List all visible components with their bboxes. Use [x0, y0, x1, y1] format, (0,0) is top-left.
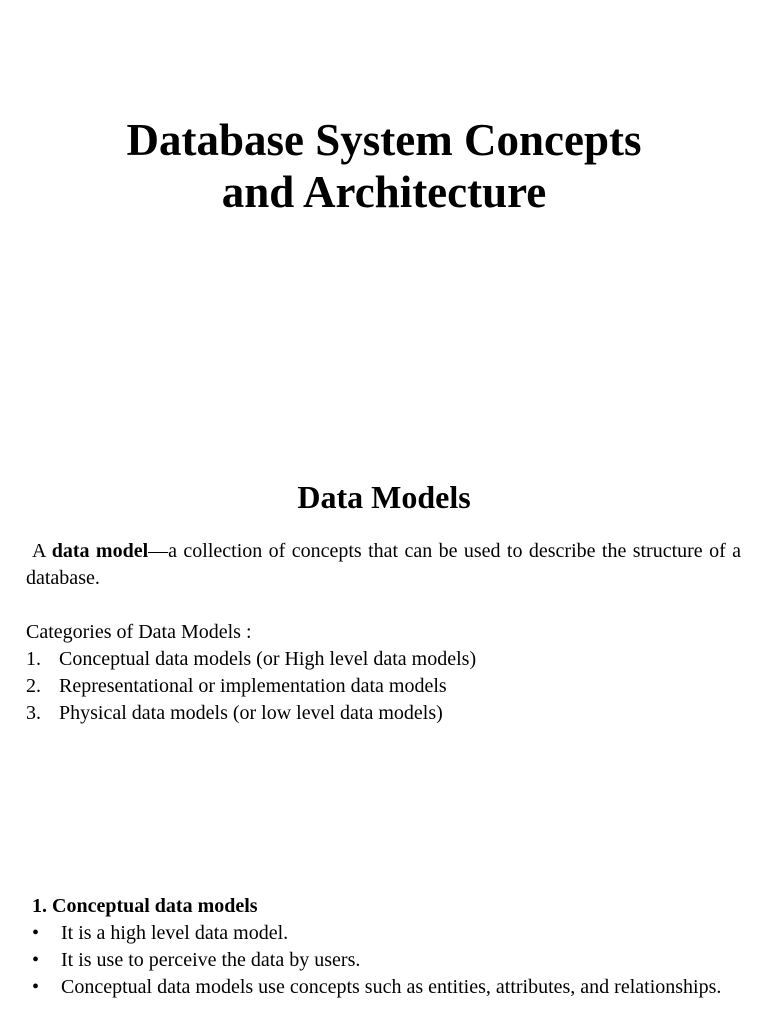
category-text: Physical data models (or low level data models)	[59, 702, 443, 724]
categories-label: Categories of Data Models :	[26, 621, 252, 643]
bullet-text: Conceptual data models use concepts such as entities, attributes, and relationships.	[61, 976, 722, 998]
bullet-icon: •	[32, 949, 40, 971]
category-number: 2.	[26, 675, 41, 697]
document-title	[0, 114, 768, 218]
category-text: Conceptual data models (or High level data models)	[59, 648, 477, 670]
categories-block	[26, 619, 741, 727]
bullet-text: It is use to perceive the data by users.	[61, 949, 361, 971]
section-heading: Data Models	[297, 479, 471, 515]
category-number: 1.	[26, 648, 41, 670]
conceptual-models-block	[32, 893, 738, 1001]
bullet-icon: •	[32, 922, 40, 944]
conceptual-heading: 1. Conceptual data models	[32, 895, 258, 917]
bullet-item	[32, 947, 738, 974]
category-number: 3.	[26, 702, 41, 724]
definition-prefix: A	[32, 540, 52, 562]
category-text: Representational or implementation data models	[59, 675, 447, 697]
definition-text: —a collection of concepts that can be used to describe the structure of a database.	[26, 540, 742, 589]
document-title-line-1: Database System Concepts	[126, 115, 642, 165]
data-model-definition	[26, 538, 741, 592]
definition-term: data model	[51, 540, 149, 562]
bullet-text: It is a high level data model.	[61, 922, 289, 944]
bullet-item	[32, 920, 738, 947]
bullet-item	[32, 974, 738, 1001]
category-item	[26, 700, 741, 727]
category-item	[26, 673, 741, 700]
category-item	[26, 646, 741, 673]
categories-list	[26, 646, 741, 727]
document-title-line-2: and Architecture	[221, 167, 547, 217]
conceptual-bullet-list	[32, 920, 738, 1001]
bullet-icon: •	[32, 976, 40, 998]
